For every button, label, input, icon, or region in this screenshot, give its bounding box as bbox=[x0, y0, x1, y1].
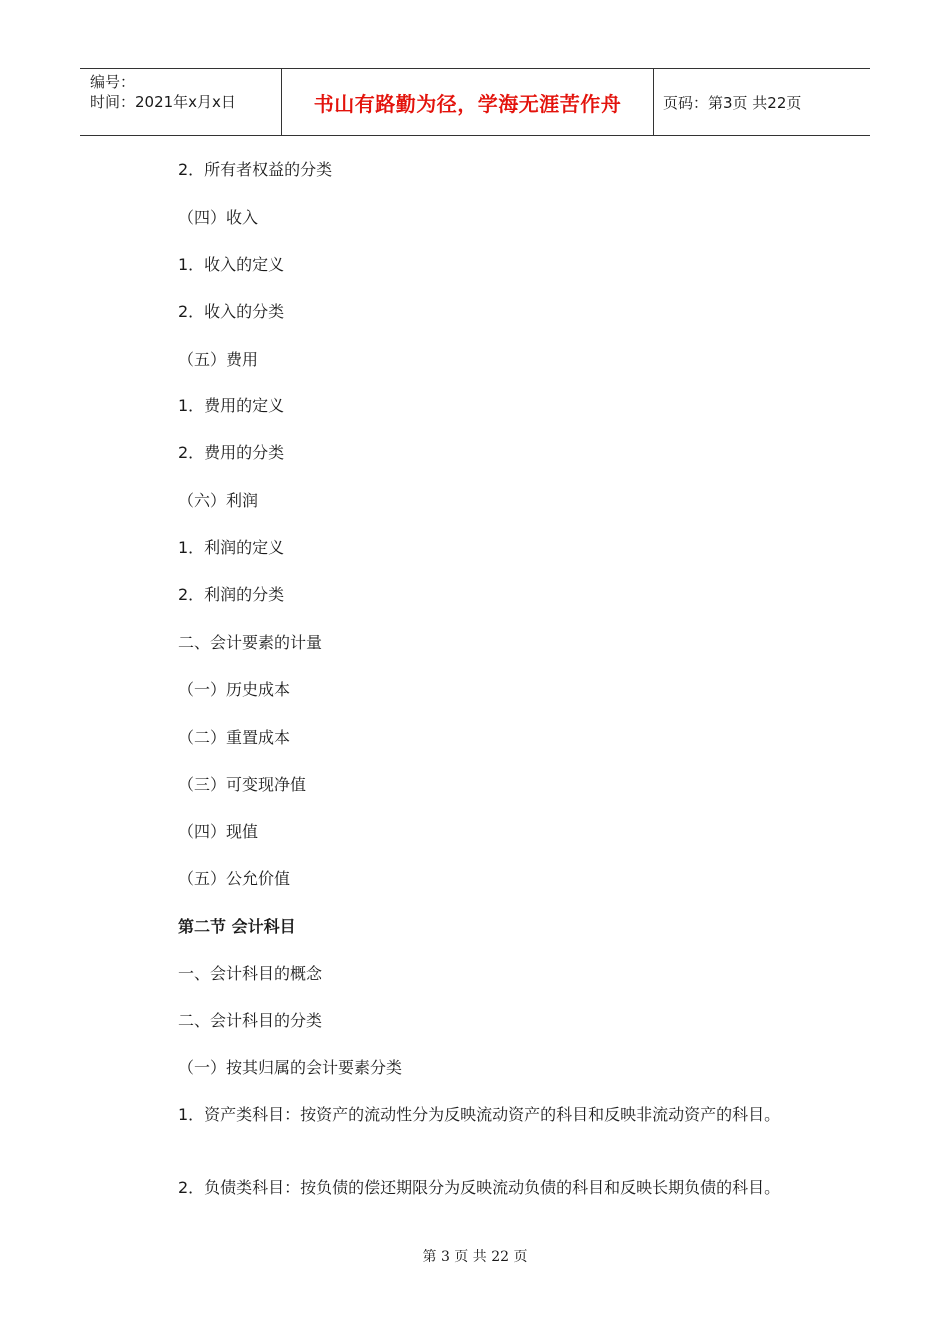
header-motto: 书山有路勤为径，学海无涯苦作舟 bbox=[313, 91, 622, 116]
body-line: （五）公允价值 bbox=[178, 869, 291, 888]
document-date-label: 时间：2021年x月x日 bbox=[90, 93, 236, 111]
header-page-info: 页码：第3页 共22页 bbox=[663, 93, 802, 112]
page-footer: 第 3 页 共 22 页 bbox=[422, 1249, 528, 1265]
body-line: 2．负债类科目：按负债的偿还期限分为反映流动负债的科目和反映长期负债的科目。 bbox=[178, 1178, 781, 1197]
body-line: （四）收入 bbox=[178, 208, 259, 227]
body-line: 1．收入的定义 bbox=[178, 255, 285, 274]
body-line: 二、会计要素的计量 bbox=[178, 633, 323, 652]
body-line: 1．费用的定义 bbox=[178, 396, 285, 415]
body-line: （二）重置成本 bbox=[178, 728, 291, 747]
body-line: 2．利润的分类 bbox=[178, 585, 285, 604]
body-line: （四）现值 bbox=[178, 822, 259, 841]
body-line: 2．所有者权益的分类 bbox=[178, 160, 333, 179]
page-header bbox=[80, 68, 870, 136]
header-page-cell bbox=[654, 69, 870, 135]
header-motto-cell bbox=[281, 69, 654, 135]
body-line: （五）费用 bbox=[178, 350, 259, 369]
body-line: 一、会计科目的概念 bbox=[178, 964, 323, 983]
body-line: 二、会计科目的分类 bbox=[178, 1011, 323, 1030]
body-line: （一）按其归属的会计要素分类 bbox=[178, 1058, 403, 1077]
header-meta-cell bbox=[80, 69, 281, 135]
section-heading: 第二节 会计科目 bbox=[178, 917, 296, 936]
document-number-label: 编号： bbox=[90, 73, 136, 91]
body-line: （六）利润 bbox=[178, 491, 259, 510]
body-line: 1．资产类科目：按资产的流动性分为反映流动资产的科目和反映非流动资产的科目。 bbox=[178, 1105, 781, 1124]
body-line: 2．收入的分类 bbox=[178, 302, 285, 321]
body-line: 2．费用的分类 bbox=[178, 443, 285, 462]
body-line: （三）可变现净值 bbox=[178, 775, 307, 794]
body-line: （一）历史成本 bbox=[178, 680, 291, 699]
body-line: 1．利润的定义 bbox=[178, 538, 285, 557]
